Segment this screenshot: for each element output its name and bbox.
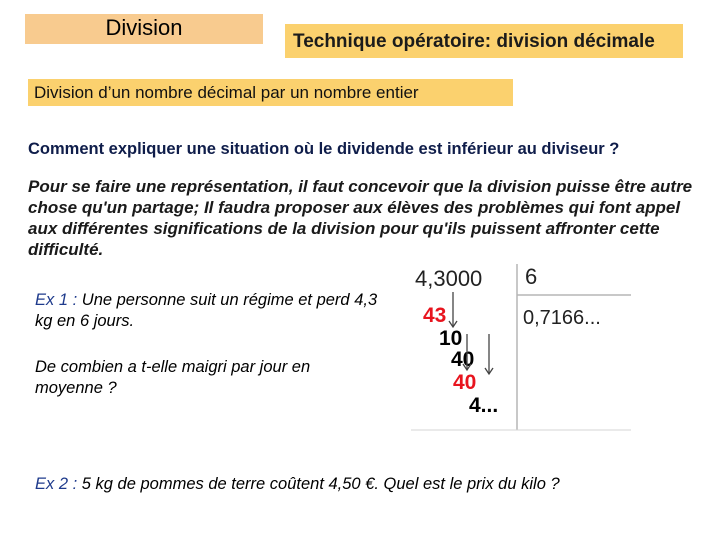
example-2 [35,474,705,495]
example-2-text: 5 kg de pommes de terre coûtent 4,50 €. Quel est le prix du kilo ? [81,475,560,493]
example-1-text: Une personne suit un régime et perd 4,3 kg en 6 jours. [35,291,378,330]
section-chip [25,14,263,44]
division-divisor: 6 [525,264,538,289]
long-division-figure [409,262,633,432]
subtitle-banner: Division d’un nombre décimal par un nombre entier [28,79,513,106]
key-question: Comment expliquer une situation où le dividende est inférieur au diviseur ? [28,140,620,158]
division-step-3: 40 [451,348,475,371]
division-quotient: 0,7166... [523,307,601,329]
example-1 [35,290,380,332]
example-2-label: Ex 2 : [35,475,78,493]
division-dividend: 4,3000 [415,266,483,291]
explanation-paragraph: Pour se faire une représentation, il faut concevoir que la division puisse être autre chose qu'un partage; Il faudra proposer aux élèves des problèmes qui font appel aux différentes significations de la division pour qu'ils puissent affronter cette difficulté. [28,177,693,259]
division-step-2: 10 [439,327,463,350]
division-step-4: 40 [453,371,477,394]
example-1-label: Ex 1 : [35,291,78,309]
page-title: Technique opératoire: division décimale [285,24,683,58]
division-step-5: 4... [469,394,499,417]
section-chip-label: Division [105,15,183,40]
division-step-1: 43 [423,304,447,327]
example-1-question: De combien a t-elle maigri par jour en moyenne ? [35,358,311,397]
